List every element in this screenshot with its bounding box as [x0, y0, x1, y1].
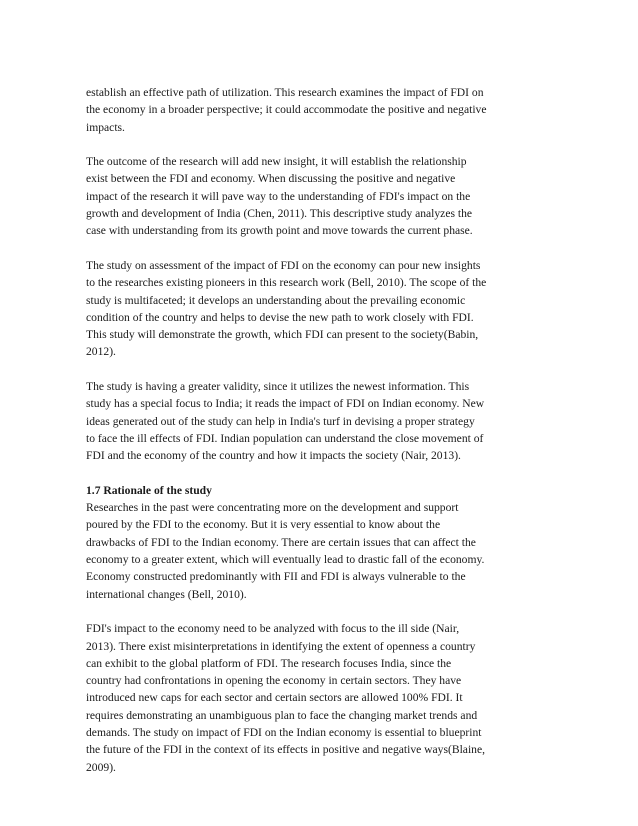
text-line: condition of the country and helps to devise the new path to work closely with FDI.: [86, 310, 474, 324]
text-line: ideas generated out of the study can help in India's turf in devising a proper strategy: [86, 414, 475, 428]
text-line: demands. The study on impact of FDI on the Indian economy is essential to blueprint: [86, 725, 482, 739]
text-line: impacts.: [86, 120, 125, 134]
paragraph-outcome: [86, 153, 556, 239]
text-line: This study will demonstrate the growth, which FDI can present to the society(Babin,: [86, 328, 479, 342]
text-line: economy to a greater extent, which will eventually lead to drastic fall of the economy.: [86, 553, 485, 567]
text-line: international changes (Bell, 2010).: [86, 587, 247, 601]
text-line: drawbacks of FDI to the Indian economy. There are certain issues that can affect the: [86, 535, 476, 549]
text-line: impact of the research it will pave way to the understanding of FDI's impact on the: [86, 189, 471, 203]
text-line: study is multifaceted; it develops an understanding about the prevailing economic: [86, 293, 466, 307]
document-body: [86, 84, 556, 793]
text-line: to face the ill effects of FDI. Indian population can understand the close movement of: [86, 431, 484, 445]
text-line: poured by the FDI to the economy. But it is very essential to know about the: [86, 518, 441, 532]
paragraph-assessment: [86, 257, 556, 361]
text-line: case with understanding from its growth point and move towards the current phase.: [86, 224, 473, 238]
text-line: 2012).: [86, 345, 116, 359]
paragraph-validity: [86, 378, 556, 464]
text-line: can exhibit to the global platform of FDI. The research focuses India, since the: [86, 656, 452, 670]
section-heading: 1.7 Rationale of the study: [86, 483, 212, 497]
text-line: The study on assessment of the impact of FDI on the economy can pour new insights: [86, 258, 481, 272]
text-line: the future of the FDI in the context of its effects in positive and negative ways(Blaine,: [86, 743, 486, 757]
text-line: study has a special focus to India; it reads the impact of FDI on Indian economy. New: [86, 397, 485, 411]
paragraph-utilization: [86, 84, 556, 136]
text-line: country had confrontations in opening the economy in certain sectors. They have: [86, 674, 462, 688]
text-line: exist between the FDI and economy. When discussing the positive and negative: [86, 172, 456, 186]
text-line: FDI and the economy of the country and how it impacts the society (Nair, 2013).: [86, 449, 461, 463]
text-line: introduced new caps for each sector and certain sectors are allowed 100% FDI. It: [86, 691, 463, 705]
text-line: to the researches existing pioneers in this research work (Bell, 2010). The scope of the: [86, 276, 487, 290]
text-line: FDI's impact to the economy need to be analyzed with focus to the ill side (Nair,: [86, 622, 460, 636]
text-line: requires demonstrating an unambiguous plan to face the changing market trends and: [86, 708, 478, 722]
text-line: Researches in the past were concentrating more on the development and support: [86, 501, 459, 515]
text-line: 2009).: [86, 760, 116, 774]
paragraph-past-research: [86, 499, 556, 603]
text-line: The outcome of the research will add new insight, it will establish the relationship: [86, 155, 467, 169]
text-line: 2013). There exist misinterpretations in identifying the extent of openness a country: [86, 639, 476, 653]
paragraph-fdi-impact: [86, 620, 556, 776]
text-line: growth and development of India (Chen, 2011). This descriptive study analyzes the: [86, 207, 473, 221]
text-line: establish an effective path of utilization. This research examines the impact of FDI on: [86, 86, 484, 99]
text-line: The study is having a greater validity, since it utilizes the newest information. This: [86, 380, 470, 394]
text-line: the economy in a broader perspective; it could accommodate the positive and negative: [86, 103, 487, 117]
text-line: Economy constructed predominantly with FII and FDI is always vulnerable to the: [86, 570, 466, 584]
